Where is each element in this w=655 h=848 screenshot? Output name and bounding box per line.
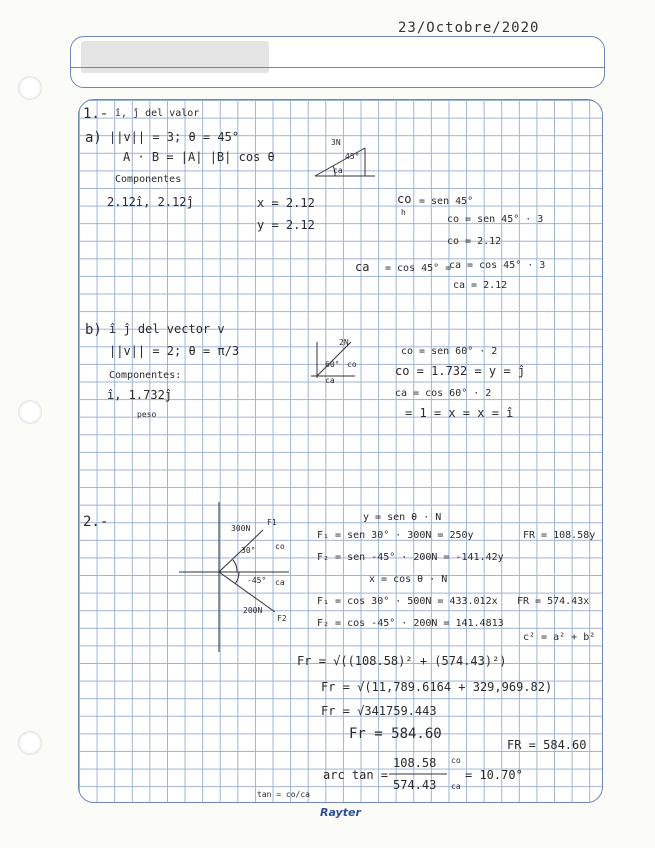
diagram-30deg: 30° [241, 546, 256, 555]
dot-product-formula: A · B = |A| |B| cos θ [123, 150, 275, 164]
f2-x-component: F₂ = cos -45° · 200N = 141.4813 [317, 618, 504, 629]
fr-step-1: Fr = √((108.58)² + (574.43)²) [297, 654, 507, 668]
fraction-bar [389, 772, 449, 776]
diagram-a-angle: 45° [345, 152, 360, 161]
date: 23/Octobre/2020 [398, 20, 540, 36]
sen-ratio-a: = sen 45° [419, 196, 474, 207]
ca-label-a: ca [355, 260, 370, 274]
arctan-denominator: 574.43 [393, 778, 437, 792]
arctan-co: co [451, 756, 461, 765]
binder-hole [18, 400, 42, 424]
diagram-b-opposite: co [347, 360, 357, 369]
components-a: 2.12î, 2.12ĵ [107, 195, 194, 209]
components-b: î, 1.732ĵ [107, 388, 173, 402]
ca-eq-1-a: ca = cos 45° · 3 [449, 260, 546, 271]
part-b-heading: î ĵ del vector v [109, 322, 225, 336]
cos-ratio-a: = cos 45° = [385, 263, 452, 274]
arctan-numerator: 108.58 [393, 756, 437, 770]
diagram-200n: 200N [243, 606, 263, 615]
header-box [70, 36, 605, 88]
fr-step-3: Fr = √341759.443 [321, 704, 437, 718]
diagram-f1: F1 [267, 518, 277, 527]
part-a-label: a) [85, 130, 102, 146]
diagram-b-adjacent: ca [325, 376, 335, 385]
grid-area [78, 99, 603, 803]
fr-final: FR = 584.60 [507, 738, 587, 752]
co-eq-2-a: co = 2.12 [447, 236, 502, 247]
diagram-co: co [275, 542, 285, 551]
co-eq-2-b: co = 1.732 = y = ĵ [395, 364, 526, 378]
name-redaction [81, 41, 269, 73]
arctan-label: arc tan = [323, 768, 389, 782]
brand-logo: Rayter [320, 806, 361, 819]
part-b-label: b) [85, 322, 102, 338]
x-equation: x = cos θ · N [369, 574, 448, 585]
f2-y-component: F₂ = sen -45° · 200N = -141.42y [317, 552, 504, 563]
ca-eq-1-b: ca = cos 60° · 2 [395, 388, 492, 399]
triangle-diagram-a [305, 138, 395, 188]
problem-number-2: 2.- [83, 514, 109, 530]
pythagoras: c² = a² + b² [523, 632, 596, 643]
diagram-ca: ca [275, 578, 285, 587]
x-value-a: x = 2.12 [257, 196, 315, 210]
hyp-label-a: h [401, 208, 406, 217]
y-equation: y = sen θ · N [363, 512, 442, 523]
diagram-a-force: 3N [331, 138, 341, 147]
diagram-a-adjacent: ca [333, 166, 343, 175]
ca-eq-2-b: = 1 = x = x = î [405, 406, 514, 420]
part-a-given: ||v|| = 3; θ = 45° [109, 130, 240, 144]
f1-y-component: F₁ = sen 30° · 300N = 250y [317, 530, 474, 541]
ca-eq-2-a: ca = 2.12 [453, 280, 508, 291]
diagram-f2: F2 [277, 614, 287, 623]
co-eq-1-a: co = sen 45° · 3 [447, 214, 544, 225]
peso-note: peso [137, 410, 157, 419]
arctan-ca: ca [451, 782, 461, 791]
header-divider [71, 67, 604, 68]
co-eq-1-b: co = sen 60° · 2 [401, 346, 498, 357]
fr-step-4: Fr = 584.60 [349, 726, 442, 742]
tan-note: tan = co/ca [257, 790, 310, 799]
part-b-given: ||v|| = 2; θ = π/3 [109, 344, 240, 358]
fr-y-result: FR = 108.58y [523, 530, 596, 541]
y-value-a: y = 2.12 [257, 218, 315, 232]
co-label-a: co [397, 192, 412, 206]
fr-x-result: FR = 574.43x [517, 596, 590, 607]
binder-hole [18, 731, 42, 755]
diagram-b-force: 2N [339, 338, 349, 347]
diagram-300n: 300N [231, 524, 251, 533]
diagram-b-angle: 60° [325, 360, 340, 369]
f1-x-component: F₁ = cos 30° · 500N = 433.012x [317, 596, 498, 607]
problem-1-heading: î, ĵ del valor [115, 108, 200, 119]
binder-hole [18, 76, 42, 100]
problem-number-1: 1.- [83, 106, 109, 122]
components-label-b: Componentes: [109, 370, 182, 381]
fr-step-2: Fr = √(11,789.6164 + 329,969.82) [321, 680, 553, 694]
components-label-a: Componentes [115, 174, 182, 185]
arctan-result: = 10.70° [465, 768, 523, 782]
diagram-45deg: -45° [247, 576, 267, 585]
